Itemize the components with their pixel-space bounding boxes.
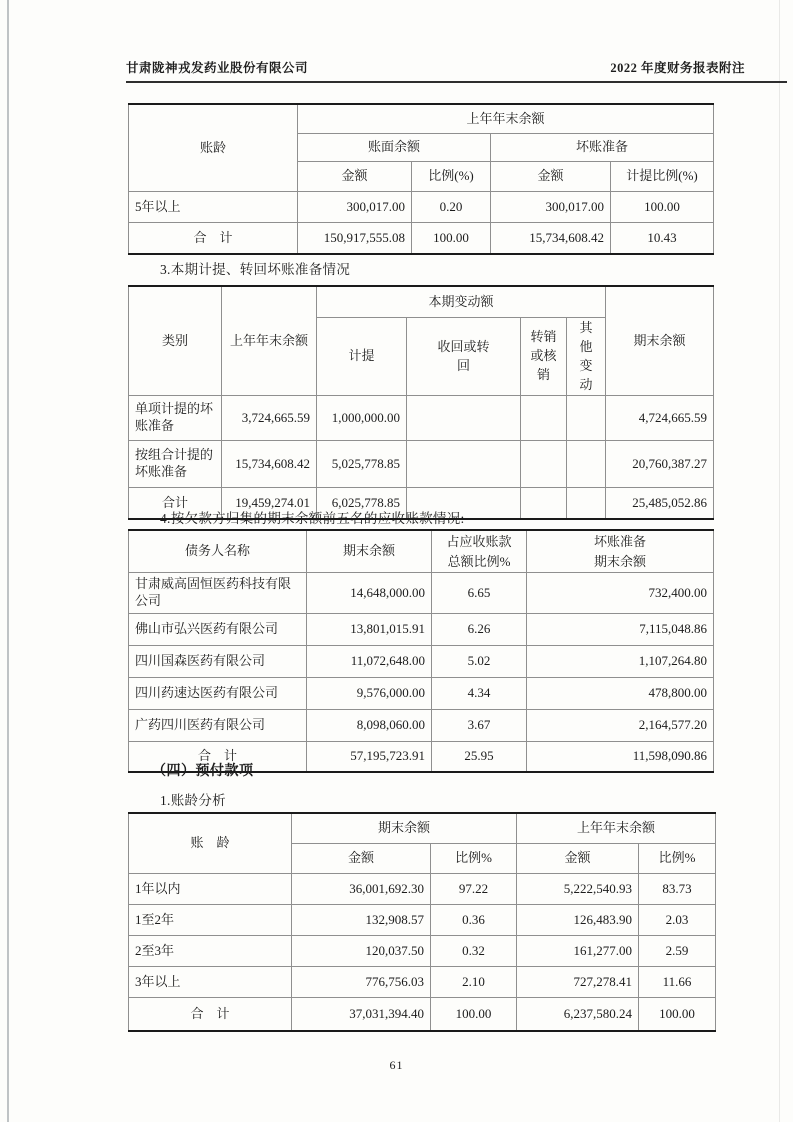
bad-debt-provision-change-table	[128, 285, 714, 520]
col-header: 账龄	[129, 104, 298, 192]
table-row	[129, 396, 714, 441]
table-row	[129, 905, 716, 936]
table-row	[129, 967, 716, 998]
amount-cell: 2,164,577.20	[527, 710, 714, 742]
amount-cell: 727,278.41	[517, 967, 639, 998]
table-row	[129, 998, 716, 1032]
amount-cell: 8,098,060.00	[307, 710, 432, 742]
row-label-cell: 5年以上	[129, 192, 298, 223]
company-name: 甘肃陇神戎发药业股份有限公司	[126, 61, 309, 75]
ratio-cell: 25.95	[432, 742, 527, 773]
col-header: 上年年末余额	[517, 813, 716, 844]
amount-cell: 7,115,048.86	[527, 614, 714, 646]
row-label-cell: 2至3年	[129, 936, 292, 967]
ratio-cell: 4.34	[432, 678, 527, 710]
ratio-cell: 100.00	[611, 192, 714, 223]
row-label-cell: 甘肃威高固恒医药科技有限公司	[129, 573, 307, 614]
col-header	[407, 318, 521, 396]
col-header: 金额	[517, 844, 639, 874]
amount-cell: 15,734,608.42	[491, 223, 611, 255]
amount-cell: 37,031,394.40	[292, 998, 431, 1032]
table-row	[129, 192, 714, 223]
ratio-cell: 6.26	[432, 614, 527, 646]
col-header: 期末余额	[307, 530, 432, 573]
ratio-cell: 0.32	[431, 936, 517, 967]
amount-cell: 5,025,778.85	[317, 441, 407, 488]
page-header	[126, 46, 787, 83]
col-header	[527, 530, 714, 573]
empty-cell	[407, 396, 521, 441]
col-header: 计提比例(%)	[611, 162, 714, 192]
row-label-cell: 佛山市弘兴医药有限公司	[129, 614, 307, 646]
col-header-text: 占应收账款总额比例%	[446, 534, 512, 569]
ratio-cell: 100.00	[412, 223, 491, 255]
amount-cell: 120,037.50	[292, 936, 431, 967]
empty-cell	[567, 441, 606, 488]
amount-cell: 3,724,665.59	[222, 396, 317, 441]
table-row	[129, 614, 714, 646]
col-header: 金额	[292, 844, 431, 874]
table-row	[129, 104, 714, 134]
amount-cell: 300,017.00	[298, 192, 412, 223]
table-row	[129, 646, 714, 678]
note3-heading: 3.本期计提、转回坏账准备情况	[160, 262, 351, 277]
ratio-cell: 2.59	[639, 936, 716, 967]
row-label-cell: 四川国森医药有限公司	[129, 646, 307, 678]
ratio-cell: 3.67	[432, 710, 527, 742]
col-header: 坏账准备	[491, 134, 714, 162]
amount-cell: 4,724,665.59	[606, 396, 714, 441]
row-label-cell: 1年以内	[129, 874, 292, 905]
section4-heading: （四）预付款项	[152, 764, 254, 779]
amount-cell: 1,000,000.00	[317, 396, 407, 441]
amount-cell: 5,222,540.93	[517, 874, 639, 905]
col-header-text: 坏账准备期末余额	[593, 534, 646, 569]
amount-cell: 19,459,274.01	[222, 488, 317, 520]
ratio-cell: 2.10	[431, 967, 517, 998]
amount-cell: 14,648,000.00	[307, 573, 432, 614]
ratio-cell: 97.22	[431, 874, 517, 905]
amount-cell: 11,072,648.00	[307, 646, 432, 678]
amount-cell: 20,760,387.27	[606, 441, 714, 488]
amount-cell: 478,800.00	[527, 678, 714, 710]
amount-cell: 11,598,090.86	[527, 742, 714, 773]
prepayments-aging-table	[128, 812, 716, 1032]
col-header: 比例%	[639, 844, 716, 874]
table-row	[129, 441, 714, 488]
row-label-cell: 合 计	[129, 223, 298, 255]
amount-cell: 161,277.00	[517, 936, 639, 967]
amount-cell: 1,107,264.80	[527, 646, 714, 678]
ratio-cell: 100.00	[431, 998, 517, 1032]
col-header: 上年年末余额	[298, 104, 714, 134]
empty-cell	[567, 488, 606, 520]
table-row	[129, 678, 714, 710]
amount-cell: 776,756.03	[292, 967, 431, 998]
amount-cell: 9,576,000.00	[307, 678, 432, 710]
col-header: 计提	[317, 318, 407, 396]
table-row	[129, 530, 714, 573]
col-header: 金额	[298, 162, 412, 192]
amount-cell: 126,483.90	[517, 905, 639, 936]
table-row	[129, 223, 714, 255]
col-header: 期末余额	[292, 813, 517, 844]
col-header: 本期变动额	[317, 286, 606, 318]
top5-receivables-table	[128, 529, 714, 773]
col-header: 账面余额	[298, 134, 491, 162]
row-label-cell: 合 计	[129, 998, 292, 1032]
row-label-cell: 四川药速达医药有限公司	[129, 678, 307, 710]
amount-cell: 57,195,723.91	[307, 742, 432, 773]
col-header: 上年年末余额	[222, 286, 317, 396]
empty-cell	[567, 396, 606, 441]
empty-cell	[521, 441, 567, 488]
scan-artifact-right-edge	[779, 0, 780, 1122]
amount-cell: 13,801,015.91	[307, 614, 432, 646]
ratio-cell: 6.65	[432, 573, 527, 614]
row-label-cell: 按组合计提的坏账准备	[129, 441, 222, 488]
ratio-cell: 11.66	[639, 967, 716, 998]
col-header-text: 其他变动	[579, 320, 593, 392]
empty-cell	[521, 488, 567, 520]
amount-cell: 132,908.57	[292, 905, 431, 936]
amount-cell: 300,017.00	[491, 192, 611, 223]
col-header	[567, 318, 606, 396]
row-label-cell: 1至2年	[129, 905, 292, 936]
table-row	[129, 286, 714, 318]
aging-analysis-heading: 1.账龄分析	[160, 793, 226, 808]
col-header: 账 龄	[129, 813, 292, 874]
scan-artifact-left-edge	[7, 0, 9, 1122]
empty-cell	[407, 441, 521, 488]
ratio-cell: 2.03	[639, 905, 716, 936]
empty-cell	[521, 396, 567, 441]
row-label-cell: 合 计	[129, 742, 307, 773]
ratio-cell: 0.20	[412, 192, 491, 223]
col-header-text: 收回或转回	[437, 338, 490, 373]
table-row	[129, 874, 716, 905]
col-header: 比例%	[431, 844, 517, 874]
note4-heading: 4.按欠款方归集的期末余额前五名的应收账款情况:	[160, 511, 465, 526]
page-number: 61	[389, 1058, 404, 1072]
col-header-text: 转销或核销	[530, 329, 557, 383]
document-title: 2022 年度财务报表附注	[610, 61, 745, 75]
col-header: 期末余额	[606, 286, 714, 396]
amount-cell: 150,917,555.08	[298, 223, 412, 255]
col-header: 比例(%)	[412, 162, 491, 192]
table-row	[129, 936, 716, 967]
col-header	[521, 318, 567, 396]
ratio-cell: 10.43	[611, 223, 714, 255]
amount-cell: 15,734,608.42	[222, 441, 317, 488]
row-label-cell: 广药四川医药有限公司	[129, 710, 307, 742]
table-row	[129, 710, 714, 742]
col-header	[432, 530, 527, 573]
row-label-cell: 合计	[129, 488, 222, 520]
ratio-cell: 83.73	[639, 874, 716, 905]
table-row	[129, 813, 716, 844]
amount-cell: 732,400.00	[527, 573, 714, 614]
amount-cell: 6,237,580.24	[517, 998, 639, 1032]
col-header: 债务人名称	[129, 530, 307, 573]
aging-prior-year-table	[128, 103, 714, 255]
amount-cell: 6,025,778.85	[317, 488, 407, 520]
ratio-cell: 100.00	[639, 998, 716, 1032]
table-row	[129, 573, 714, 614]
col-header: 金额	[491, 162, 611, 192]
row-label-cell: 3年以上	[129, 967, 292, 998]
row-label-cell: 单项计提的坏账准备	[129, 396, 222, 441]
amount-cell: 25,485,052.86	[606, 488, 714, 520]
col-header: 类别	[129, 286, 222, 396]
ratio-cell: 5.02	[432, 646, 527, 678]
ratio-cell: 0.36	[431, 905, 517, 936]
amount-cell: 36,001,692.30	[292, 874, 431, 905]
